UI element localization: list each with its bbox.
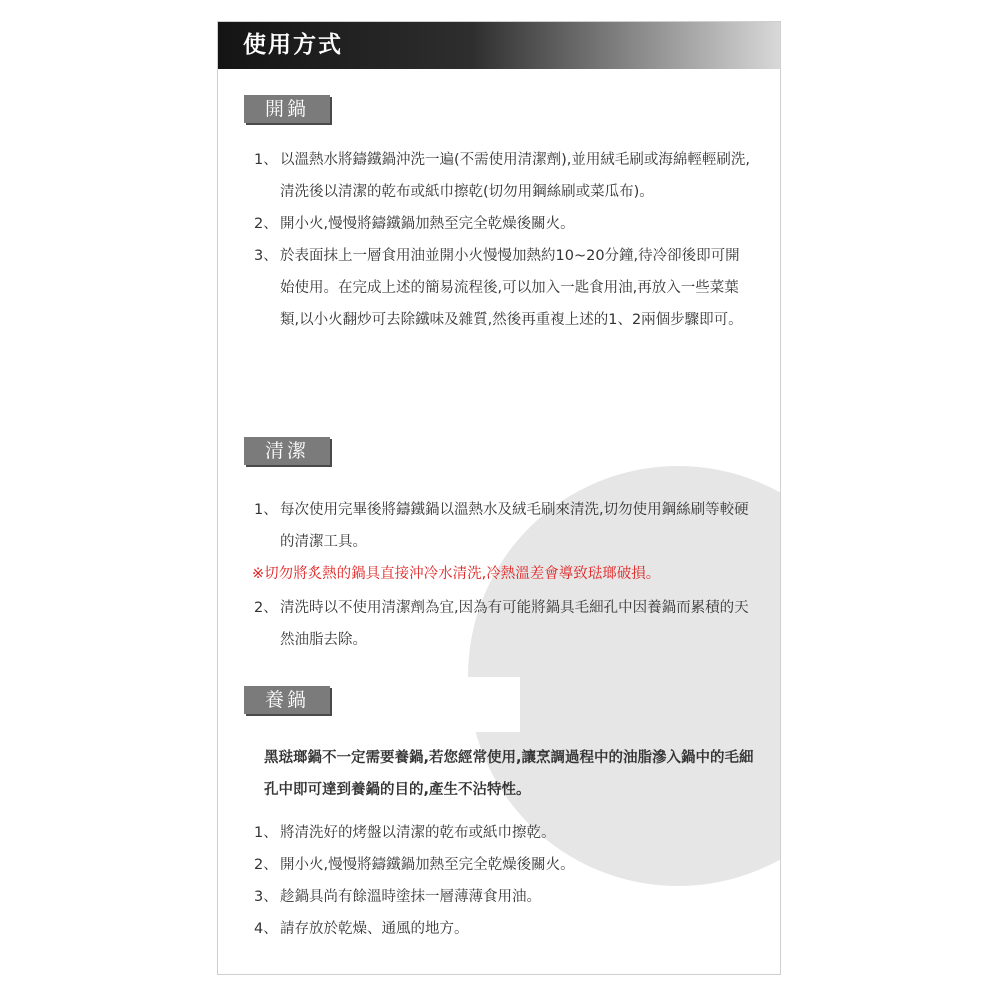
step-text: 將清洗好的烤盤以清潔的乾布或紙巾擦乾。 (280, 825, 556, 841)
list-item: 1、 每次使用完畢後將鑄鐵鍋以溫熱水及絨毛刷來清洗,切勿使用鋼絲刷等較硬的清潔工具。 (254, 502, 749, 550)
list-item: 2、 清洗時以不使用清潔劑為宜,因為有可能將鍋具毛細孔中因養鍋而累積的天然油脂去除。 (254, 600, 749, 648)
section-badge-season: 養鍋 (244, 686, 330, 714)
list-item: 3、 於表面抹上一層食用油並開小火慢慢加熱約10~20分鐘,待冷卻後即可開始使用。在完成上述的簡易流程後,可以加入一匙食用油,再放入一些菜葉類,以小火翻炒可去除鐵味及雜質,然後再重複上述的1、2兩個步驟即可。 (254, 248, 743, 328)
list-item: 2、 開小火,慢慢將鑄鐵鍋加熱至完全乾燥後關火。 (254, 857, 575, 873)
step-text: 以溫熱水將鑄鐵鍋沖洗一遍(不需使用清潔劑),並用絨毛刷或海綿輕輕刷洗,清洗後以清潔的乾布或紙巾擦乾(切勿用鋼絲刷或菜瓜布)。 (280, 152, 751, 200)
season-intro: 黑琺瑯鍋不一定需要養鍋,若您經常使用,讓烹調過程中的油脂滲入鍋中的毛細孔中即可達到養鍋的目的,產生不沾特性。 (264, 750, 754, 798)
header-bar (218, 22, 780, 69)
open-steps-list (254, 144, 754, 336)
list-item: 2、 開小火,慢慢將鑄鐵鍋加熱至完全乾燥後關火。 (254, 216, 575, 232)
section-badge-open: 開鍋 (244, 95, 330, 123)
step-text: 開小火,慢慢將鑄鐵鍋加熱至完全乾燥後關火。 (280, 857, 575, 873)
section-badge-clean: 清潔 (244, 437, 330, 465)
list-item: 1、 以溫熱水將鑄鐵鍋沖洗一遍(不需使用清潔劑),並用絨毛刷或海綿輕輕刷洗,清洗後以清潔的乾布或紙巾擦乾(切勿用鋼絲刷或菜瓜布)。 (254, 152, 751, 200)
clean-steps-list (254, 494, 754, 558)
season-steps-list (254, 817, 754, 945)
clean-steps-list-2 (254, 592, 754, 656)
list-item: 3、 趁鍋具尚有餘溫時塗抹一層薄薄食用油。 (254, 889, 541, 905)
step-text: 趁鍋具尚有餘溫時塗抹一層薄薄食用油。 (280, 889, 541, 905)
step-text: 請存放於乾燥、通風的地方。 (280, 921, 469, 937)
step-text: 於表面抹上一層食用油並開小火慢慢加熱約10~20分鐘,待冷卻後即可開始使用。在完成上述的簡易流程後,可以加入一匙食用油,再放入一些菜葉類,以小火翻炒可去除鐵味及雜質,然後再重複上述的1、2兩個步驟即可。 (280, 248, 743, 328)
page-title: 使用方式 (243, 31, 343, 58)
step-text: 每次使用完畢後將鑄鐵鍋以溫熱水及絨毛刷來清洗,切勿使用鋼絲刷等較硬的清潔工具。 (280, 502, 749, 550)
warning-note: ※切勿將炙熱的鍋具直接沖冷水清洗,冷熱溫差會導致琺瑯破損。 (252, 566, 661, 582)
instruction-card (217, 21, 781, 975)
step-text: 開小火,慢慢將鑄鐵鍋加熱至完全乾燥後關火。 (280, 216, 575, 232)
list-item: 4、 請存放於乾燥、通風的地方。 (254, 921, 469, 937)
background-circle-notch (434, 677, 520, 732)
list-item: 1、 將清洗好的烤盤以清潔的乾布或紙巾擦乾。 (254, 825, 556, 841)
step-text: 清洗時以不使用清潔劑為宜,因為有可能將鍋具毛細孔中因養鍋而累積的天然油脂去除。 (280, 600, 749, 648)
